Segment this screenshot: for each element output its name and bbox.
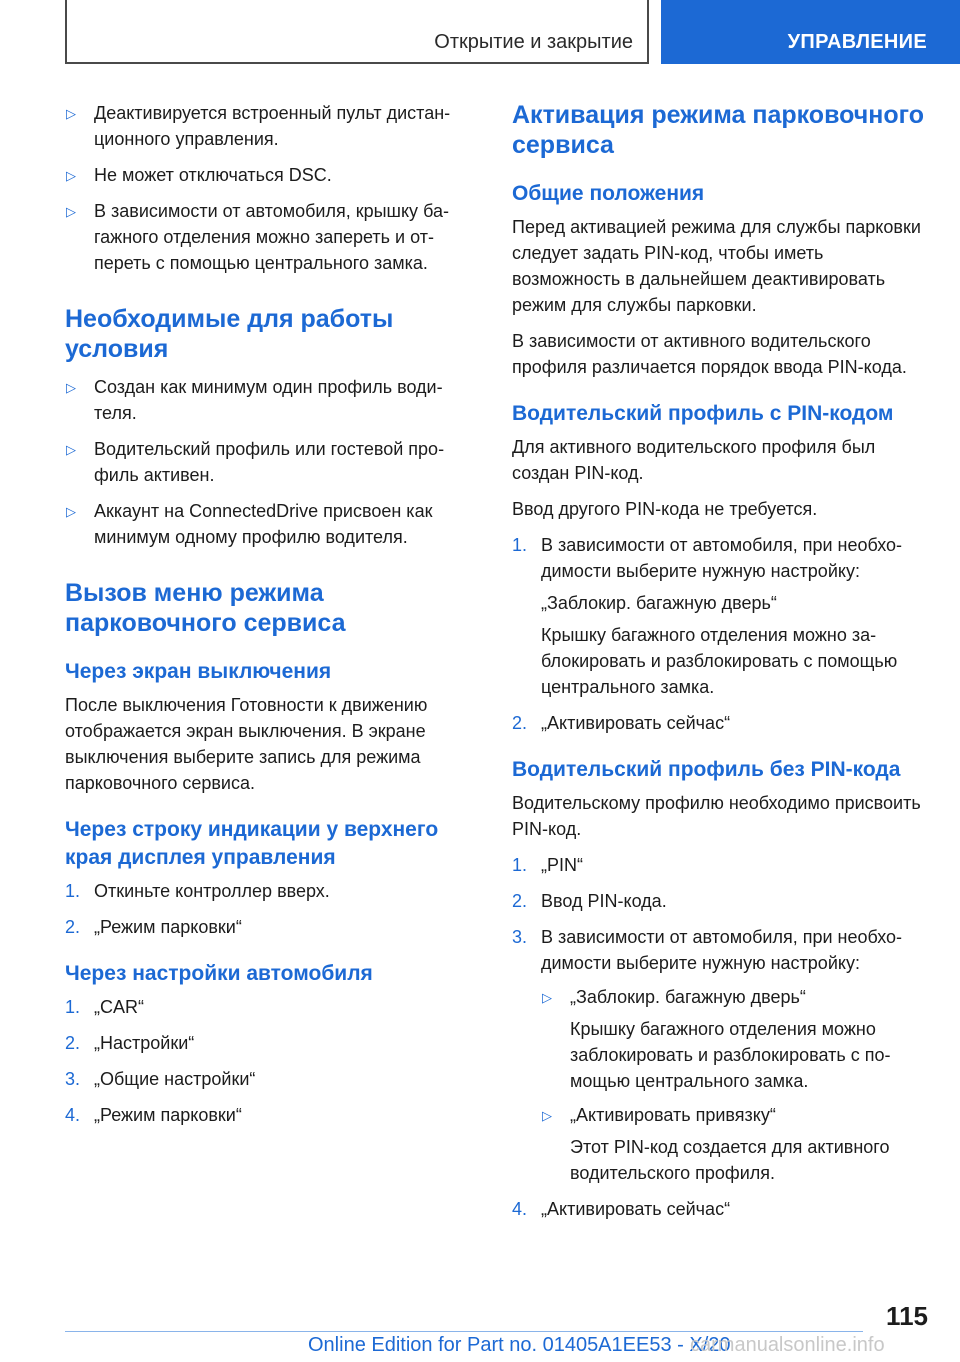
triangle-bullet-icon: ▷ [66,106,76,121]
header-section-title: Открытие и закрытие [434,31,633,53]
step-text: Ввод PIN-кода. [541,891,667,911]
sub-item-desc: Этот PIN-код создается для активного водительского профиля. [570,1137,890,1183]
list-item [65,994,475,1020]
sub-list-item [541,984,932,1094]
list-item [65,1030,475,1056]
step-text: В зависимости от автомобиля, при необходимости выберите нужную настройку: [541,535,903,581]
step-number: 1. [512,535,528,555]
step-text: „Настройки“ [94,1033,195,1053]
requirements-heading: Необходимые для работы условия [65,305,394,363]
step-text: Откиньте контроллер вверх. [94,881,330,901]
step-number: 4. [65,1105,81,1125]
via-settings-heading: Через настройки автомобиля [65,962,373,985]
triangle-bullet-icon: ▷ [542,990,552,1005]
list-item-text: Водительский профиль или гостевой профиль активен. [94,439,445,485]
step-number: 1. [512,855,528,875]
step-text: „PIN“ [541,855,583,875]
without-pin-heading: Водительский профиль без PIN-кода [512,758,901,781]
without-pin-steps [512,852,932,1222]
page-number: 115 [886,1301,928,1331]
step-number: 3. [512,927,528,947]
list-item [65,1102,475,1128]
step-number: 2. [512,713,528,733]
with-pin-heading: Водительский профиль с PIN-кодом [512,402,894,425]
step-number: 3. [65,1069,81,1089]
list-item [65,878,475,904]
step-text: „Активировать сейчас“ [541,713,731,733]
header-chapter-tab [661,0,960,64]
step-text: В зависимости от автомобиля, при необходимости выберите нужную настройку: [541,927,903,973]
triangle-bullet-icon: ▷ [66,442,76,457]
with-pin-text-2: Ввод другого PIN-кода не требуется. [512,499,818,519]
left-column [65,100,475,1138]
step-text: „Режим парковки“ [94,1105,242,1125]
right-column [512,100,932,1232]
list-item [512,1196,932,1222]
triangle-bullet-icon: ▷ [66,380,76,395]
footer-watermark: carmanualsonline.info [690,1334,885,1356]
via-settings-steps [65,994,475,1128]
with-pin-steps [512,532,932,736]
list-item [512,888,932,914]
list-item-text: В зависимости от автомобиля, крышку багажного отделения можно запереть и отпереть с помощью центрального замка. [94,201,449,273]
step-text: „Режим парковки“ [94,917,242,937]
with-pin-text-1: Для активного водительского профиля был создан PIN-код. [512,437,876,483]
list-item-text: Аккаунт на ConnectedDrive присвоен как минимум одному профилю водителя. [94,501,433,547]
triangle-bullet-icon: ▷ [66,504,76,519]
list-item [65,198,475,276]
sub-item-title: „Заблокир. багажную дверь“ [570,987,806,1007]
via-shutdown-text: После выключения Готовности к движению отображается экран выключения. В экране выключения выберите запись для режима парковочного сервиса. [65,695,428,793]
via-status-bar-steps [65,878,475,940]
step-number: 2. [65,1033,81,1053]
general-heading: Общие положения [512,182,705,205]
step-text: „Общие настройки“ [94,1069,256,1089]
footer-edition: Online Edition for Part no. 01405A1EE53 - X/20 [308,1334,731,1356]
step-option: „Заблокир. багажную дверь“ [541,593,777,613]
list-item [512,710,932,736]
triangle-bullet-icon: ▷ [66,168,76,183]
header-chapter-title: УПРАВЛЕНИЕ [787,31,927,53]
list-item [65,374,475,426]
without-pin-text-1: Водительскому профилю необходимо присвоить PIN-код. [512,793,921,839]
list-item [65,498,475,550]
step-number: 1. [65,881,81,901]
step-text: „Активировать сейчас“ [541,1199,731,1219]
step-number: 1. [65,997,81,1017]
list-item [65,436,475,488]
list-item [65,1066,475,1092]
list-item [512,852,932,878]
via-status-bar-heading: Через строку индикации у верхнего края дисплея управления [65,818,439,869]
footer-divider [65,1331,863,1332]
step-number: 2. [512,891,528,911]
triangle-bullet-icon: ▷ [542,1108,552,1123]
step-text: „CAR“ [94,997,144,1017]
requirements-list [65,374,475,550]
via-shutdown-heading: Через экран выключения [65,660,332,683]
activation-heading: Активация режима парковочного сервиса [512,101,924,159]
list-item [65,914,475,940]
list-item [512,924,932,1186]
list-item-text: Не может отключаться DSC. [94,165,332,185]
menu-call-heading: Вызов меню режима парковочного сервиса [65,579,346,637]
general-text-1: Перед активацией режима для службы парковки следует задать PIN-код, чтобы иметь возможность в дальнейшем деактивировать режим для службы парковки. [512,217,921,315]
step-number: 2. [65,917,81,937]
list-item [65,100,475,152]
step-option-desc: Крышку багажного отделения можно заблокировать и разблокировать с помощью центрального замка. [541,625,898,697]
list-item [65,162,475,188]
sub-list-item [541,1102,932,1186]
triangle-bullet-icon: ▷ [66,204,76,219]
list-item-text: Деактивируется встроенный пульт дистанционного управления. [94,103,451,149]
general-text-2: В зависимости от активного водительского профиля различается порядок ввода PIN-кода. [512,331,907,377]
sub-item-desc: Крышку багажного отделения можно заблокировать и разблокировать с помощью центрального замка. [570,1019,891,1091]
list-item-text: Создан как минимум один профиль водителя. [94,377,443,423]
sub-item-title: „Активировать привязку“ [570,1105,776,1125]
intro-bullet-list [65,100,475,276]
step-number: 4. [512,1199,528,1219]
header-section-box [65,0,649,64]
list-item [512,532,932,700]
